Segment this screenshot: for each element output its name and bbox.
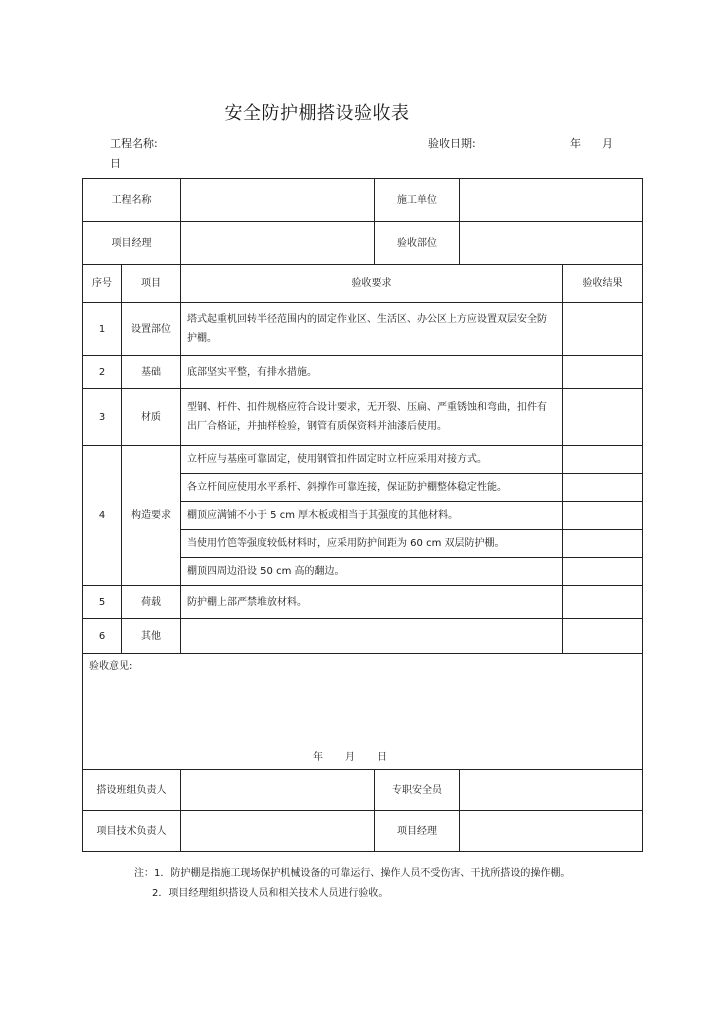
row-result[interactable] — [563, 558, 643, 586]
opinion-year: 年 — [313, 752, 323, 763]
row-no: 2 — [83, 356, 122, 389]
project-name-cell: 工程名称 — [83, 179, 181, 222]
row-requirement: 塔式起重机回转半径范围内的固定作业区、生活区、办公区上方应设置双层安全防护棚。 — [181, 303, 563, 356]
table-row — [83, 356, 643, 389]
row-result[interactable] — [563, 502, 643, 530]
acceptance-date-label: 验收日期: — [428, 137, 476, 150]
row-result[interactable] — [563, 446, 643, 474]
row-item: 其他 — [122, 619, 181, 654]
row-item: 基础 — [122, 356, 181, 389]
row-result[interactable] — [563, 619, 643, 654]
opinion-date — [313, 748, 409, 767]
opinion-row — [83, 654, 643, 770]
row-requirement: 型钢、杆件、扣件规格应符合设计要求，无开裂、压扁、严重锈蚀和弯曲，扣件有出厂合格证，并抽样检验，钢管有质保资料并油漆后使用。 — [181, 389, 563, 446]
note-2: 2．项目经理组织搭设人员和相关技术人员进行验收。 — [152, 888, 389, 899]
table-row — [83, 619, 643, 654]
row-requirement: 底部坚实平整，有排水措施。 — [181, 356, 563, 389]
row-result[interactable] — [563, 530, 643, 558]
acceptance-part-cell: 验收部位 — [375, 222, 460, 265]
opinion-month: 月 — [345, 752, 355, 763]
acceptance-part-value[interactable] — [460, 222, 643, 265]
row-result[interactable] — [563, 586, 643, 619]
row-no: 6 — [83, 619, 122, 654]
header-row-1 — [83, 179, 643, 222]
row-requirement: 立杆应与基座可靠固定，使用钢管扣件固定时立杆应采用对接方式。 — [181, 446, 563, 474]
page-title — [0, 99, 724, 125]
row-result[interactable] — [563, 474, 643, 502]
project-manager-value[interactable] — [181, 222, 375, 265]
col-no: 序号 — [83, 265, 122, 303]
signature-row-1 — [83, 770, 643, 811]
row-requirement: 当使用竹笆等强度较低材料时，应采用防护间距为 60 cm 双层防护棚。 — [181, 530, 563, 558]
table-row — [83, 586, 643, 619]
project-name-value[interactable] — [181, 179, 375, 222]
row-requirement: 防护棚上部严禁堆放材料。 — [181, 586, 563, 619]
opinion-cell[interactable] — [83, 654, 643, 770]
tech-leader-signature[interactable] — [181, 811, 375, 852]
row-requirement: 各立杆间应使用水平系杆、斜撑作可靠连接，保证防护棚整体稳定性能。 — [181, 474, 563, 502]
project-manager-signature[interactable] — [460, 811, 643, 852]
row-result[interactable] — [563, 303, 643, 356]
acceptance-table — [82, 178, 643, 852]
row-result[interactable] — [563, 389, 643, 446]
col-item: 项目 — [122, 265, 181, 303]
column-header-row — [83, 265, 643, 303]
date-year-label: 年 — [570, 137, 581, 150]
row-item: 设置部位 — [122, 303, 181, 356]
opinion-day: 日 — [377, 752, 387, 763]
col-requirement: 验收要求 — [181, 265, 563, 303]
row-item: 材质 — [122, 389, 181, 446]
table-row — [83, 446, 643, 474]
row-no: 3 — [83, 389, 122, 446]
row-no: 1 — [83, 303, 122, 356]
row-requirement — [181, 619, 563, 654]
team-leader-signature[interactable] — [181, 770, 375, 811]
sign-project-manager-label: 项目经理 — [375, 811, 460, 852]
table-row — [83, 389, 643, 446]
project-manager-cell: 项目经理 — [83, 222, 181, 265]
construction-unit-cell: 施工单位 — [375, 179, 460, 222]
construction-unit-value[interactable] — [460, 179, 643, 222]
row-no: 5 — [83, 586, 122, 619]
col-result: 验收结果 — [563, 265, 643, 303]
safety-officer-signature[interactable] — [460, 770, 643, 811]
project-name-label: 工程名称: — [110, 137, 158, 150]
tech-leader-label: 项目技术负责人 — [83, 811, 181, 852]
signature-row-2 — [83, 811, 643, 852]
team-leader-label: 搭设班组负责人 — [83, 770, 181, 811]
row-no: 4 — [83, 446, 122, 586]
date-day-label: 日 — [110, 157, 121, 170]
date-month-label: 月 — [602, 137, 613, 150]
row-item: 构造要求 — [122, 446, 181, 586]
note-1: 注：1．防护棚是指施工现场保护机械设备的可靠运行、操作人员不受伤害、干扰所搭设的操作棚。 — [134, 868, 571, 879]
row-requirement: 棚顶应满铺不小于 5 cm 厚木板或相当于其强度的其他材料。 — [181, 502, 563, 530]
title-text: 安全防护棚搭设验收表 — [224, 103, 410, 124]
row-result[interactable] — [563, 356, 643, 389]
row-item: 荷载 — [122, 586, 181, 619]
table-row — [83, 303, 643, 356]
opinion-label: 验收意见: — [89, 661, 133, 672]
header-row-2 — [83, 222, 643, 265]
safety-officer-label: 专职安全员 — [375, 770, 460, 811]
row-requirement: 棚顶四周边沿设 50 cm 高的翻边。 — [181, 558, 563, 586]
